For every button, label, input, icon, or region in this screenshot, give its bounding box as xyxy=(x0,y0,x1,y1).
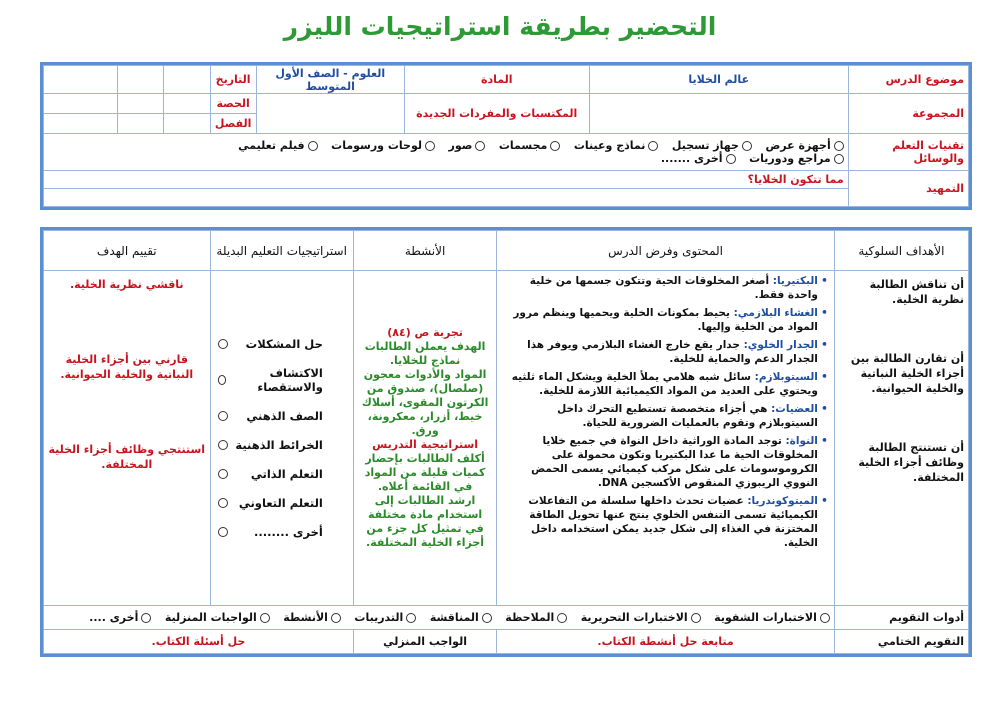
blank-cell xyxy=(44,114,118,134)
evaluation-item: قارني بين أجزاء الخلية النباتية والخلية الحيوانية. xyxy=(60,353,194,382)
tech-option[interactable]: لوحات ورسومات xyxy=(331,139,435,152)
content-item: • السيتوبلازم: سائل شبه هلامي يملأ الخلية ويشكل الماء ثلثيه ويحتوي على العديد من المواد الكيميائية اللازمة للخلية. xyxy=(501,370,818,398)
strategy-title: استراتيجية التدريس xyxy=(372,437,479,451)
class-label: الفصل xyxy=(210,114,256,134)
subject-label: المادة xyxy=(404,66,589,94)
blank-cell xyxy=(44,94,118,114)
evaluation-item: استنتجي وظائف أجزاء الخلية المختلفة. xyxy=(48,443,206,472)
lesson-topic-value: عالم الخلايا xyxy=(589,66,848,94)
new-terms-label: المكتسبات والمفردات الجديدة xyxy=(404,94,589,134)
activity-step: ارشد الطالبات إلى استخدام مادة مختلفة في تمثيل كل جزء من أجزاء الخلية المختلفة. xyxy=(366,493,485,549)
blank-cell xyxy=(118,66,164,94)
objective-item: أن تناقش الطالبة نظرية الخلية. xyxy=(869,278,964,307)
tech-options xyxy=(44,133,849,171)
content-item: • الميتوكوندريا: عضيات تحدث داخلها سلسلة من التفاعلات الكيميائية تسمى التنفس الخلوي ينتج عنها تحويل الطاقة المختزنة في الغذاء إلى شكل جديد يمكن استخدامه داخل الخلية. xyxy=(501,494,818,550)
tech-option[interactable]: أخرى ....... xyxy=(661,152,736,165)
group-label: المجموعة xyxy=(848,94,968,134)
strategy-option[interactable]: التعلم التعاوني xyxy=(215,496,323,510)
content-item: • العضيات: هي أجزاء متخصصة تستطيع التحرك داخل السيتوبلازم وتقوم بالعمليات الضرورية للحياة. xyxy=(501,402,818,430)
tech-option[interactable]: مجسمات xyxy=(499,139,561,152)
tech-option[interactable]: فيلم تعليمي xyxy=(238,139,317,152)
col-objectives: الأهداف السلوكية xyxy=(834,231,968,271)
strategy-option[interactable]: الصف الذهني xyxy=(215,409,323,423)
assessment-option[interactable]: الاختبارات التحريرية xyxy=(581,611,701,624)
assessment-tools-label: أدوات التقويم xyxy=(834,605,968,629)
page-title: التحضير بطريقة استراتيجيات الليزر xyxy=(283,12,717,41)
assessment-option[interactable]: الملاحظة xyxy=(505,611,567,624)
final-eval-label: التقويم الختامي xyxy=(834,629,968,653)
content-cell xyxy=(497,271,835,606)
tech-options-row2 xyxy=(48,152,844,165)
assessment-option[interactable]: الواجبات المنزلية xyxy=(165,611,270,624)
group-value xyxy=(589,94,848,134)
evaluation-cell xyxy=(44,271,211,606)
content-item: • البكتيريا: أصغر المخلوقات الحية وتتكون جسمها من خلية واحدة فقط. xyxy=(501,274,818,302)
blank-cell xyxy=(164,114,210,134)
intro-label: التمهيد xyxy=(848,171,968,207)
assessment-option[interactable]: التدريبات xyxy=(354,611,416,624)
objectives-cell xyxy=(834,271,968,606)
assessment-option[interactable]: أخرى .... xyxy=(89,611,151,624)
homework-value: حل أسئلة الكتاب. xyxy=(44,629,354,653)
period-label: الحصة xyxy=(210,94,256,114)
blank-cell xyxy=(164,94,210,114)
evaluation-item: ناقشي نظرية الخلية. xyxy=(69,278,184,292)
final-eval-value: متابعة حل أنشطة الكتاب. xyxy=(497,629,835,653)
tech-option[interactable]: جهاز تسجيل xyxy=(672,139,752,152)
strategy-option[interactable]: الخرائط الذهنية xyxy=(215,438,323,452)
blank-cell xyxy=(118,114,164,134)
assessment-option[interactable]: الاختبارات الشفوية xyxy=(714,611,830,624)
strategy-option[interactable]: حل المشكلات xyxy=(215,337,323,351)
blank-cell xyxy=(164,66,210,94)
subject-value: العلوم - الصف الأول المتوسط xyxy=(256,66,404,94)
tech-label: تقنيات التعلم والوسائل xyxy=(848,133,968,171)
tech-option[interactable]: صور xyxy=(449,139,486,152)
assessment-tools-options xyxy=(44,605,835,629)
tech-option[interactable]: أجهزة عرض xyxy=(765,139,843,152)
strategy-option[interactable]: الاكتشاف والاستقصاء xyxy=(215,366,323,394)
strategy-option[interactable]: أخرى ........ xyxy=(215,525,323,539)
activity-step: أكلف الطالبات بإحضار كميات قليلة من المواد في القائمة أعلاه. xyxy=(364,451,486,493)
strategies-cell xyxy=(210,271,353,606)
tech-options-row1 xyxy=(48,139,844,152)
col-evaluation: تقييم الهدف xyxy=(44,231,211,271)
activity-materials: المواد والأدوات معجون (صلصال)، صندوق من الكرتون المقوى، أسلاك خيط، أزرار، معكرونة، ورق. xyxy=(361,367,489,437)
homework-label: الواجب المنزلي xyxy=(353,629,496,653)
lesson-plan-table xyxy=(40,227,972,657)
blank-cell xyxy=(118,94,164,114)
col-strategies: استراتيجيات التعليم البديلة xyxy=(210,231,353,271)
strategy-option[interactable]: التعلم الذاتي xyxy=(215,467,323,481)
activities-cell xyxy=(353,271,496,606)
lesson-info-table xyxy=(40,62,972,210)
new-terms-value xyxy=(256,94,404,134)
lesson-topic-label: موضوع الدرس xyxy=(848,66,968,94)
date-label: التاريخ xyxy=(210,66,256,94)
assessment-option[interactable]: الأنشطة xyxy=(283,611,341,624)
intro-blank xyxy=(44,189,849,207)
blank-cell xyxy=(44,66,118,94)
tech-option[interactable]: مراجع ودوريات xyxy=(749,152,844,165)
experiment-title: تجربة ص (٨٤) xyxy=(387,325,463,339)
content-item: • النواة: توجد المادة الوراثية داخل النواة في جميع خلايا المخلوقات الحية ما عدا البكتيريا وتكون محمولة على الكروموسومات على شكل مركب كيميائي يسمى الحمض النووي الريبوزي المنقوص الأكسجين DNA. xyxy=(501,434,818,490)
activity-goal: الهدف يعملن الطالبات نماذج للخلايا. xyxy=(364,339,486,367)
content-item: • الجدار الخلوي: جدار يقع خارج الغشاء البلازمي ويوفر هذا الجدار الدعم والحماية للخلية. xyxy=(501,338,818,366)
assessment-option[interactable]: المناقشة xyxy=(430,611,492,624)
objective-item: أن تقارن الطالبة بين أجزاء الخلية النباتية والخلية الحيوانية. xyxy=(850,352,964,396)
objective-item: أن تستنتج الطالبة وظائف أجزاء الخلية المختلفة. xyxy=(858,441,964,485)
col-content: المحتوى وفرض الدرس xyxy=(497,231,835,271)
content-item: • الغشاء البلازمي: يحيط بمكونات الخلية ويحميها وينظم مرور المواد من الخلية وإليها. xyxy=(501,306,818,334)
tech-option[interactable]: نماذج وعينات xyxy=(574,139,659,152)
intro-value: مما تتكون الخلايا؟ xyxy=(44,171,849,189)
col-activities: الأنشطة xyxy=(353,231,496,271)
